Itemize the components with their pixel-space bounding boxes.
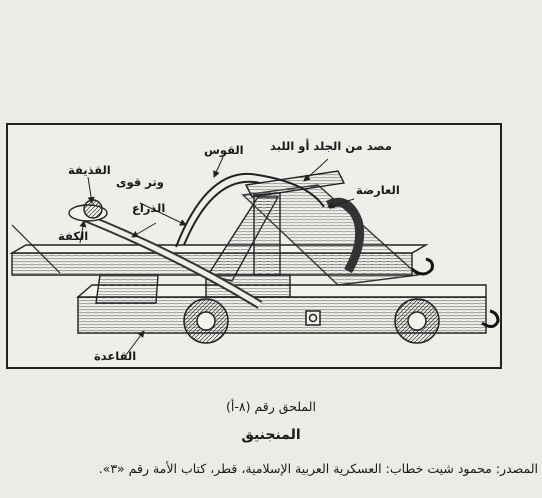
label-arm: الذراع: [132, 201, 166, 215]
label-bow: القوس: [204, 143, 244, 157]
label-leather-pad: مصد من الجلد أو اللبد: [270, 139, 392, 153]
catapult-drawing: [8, 125, 500, 367]
label-cup: الكفة: [58, 229, 89, 243]
figure-frame: [6, 123, 502, 369]
label-crossbar: العارضة: [356, 183, 400, 197]
source-citation: المصدر: محمود شيت خطاب: العسكرية العربية الإسلامية، قطر، كتاب الأمة رقم «٣».: [98, 461, 538, 476]
figure-title: المنجنيق: [241, 427, 301, 443]
label-base: القاعدة: [94, 349, 137, 363]
label-bowstring: وتر قوى: [116, 175, 164, 189]
label-projectile: القذيفة: [68, 163, 111, 177]
figure-number: الملحق رقم (٨-أ): [226, 399, 316, 414]
